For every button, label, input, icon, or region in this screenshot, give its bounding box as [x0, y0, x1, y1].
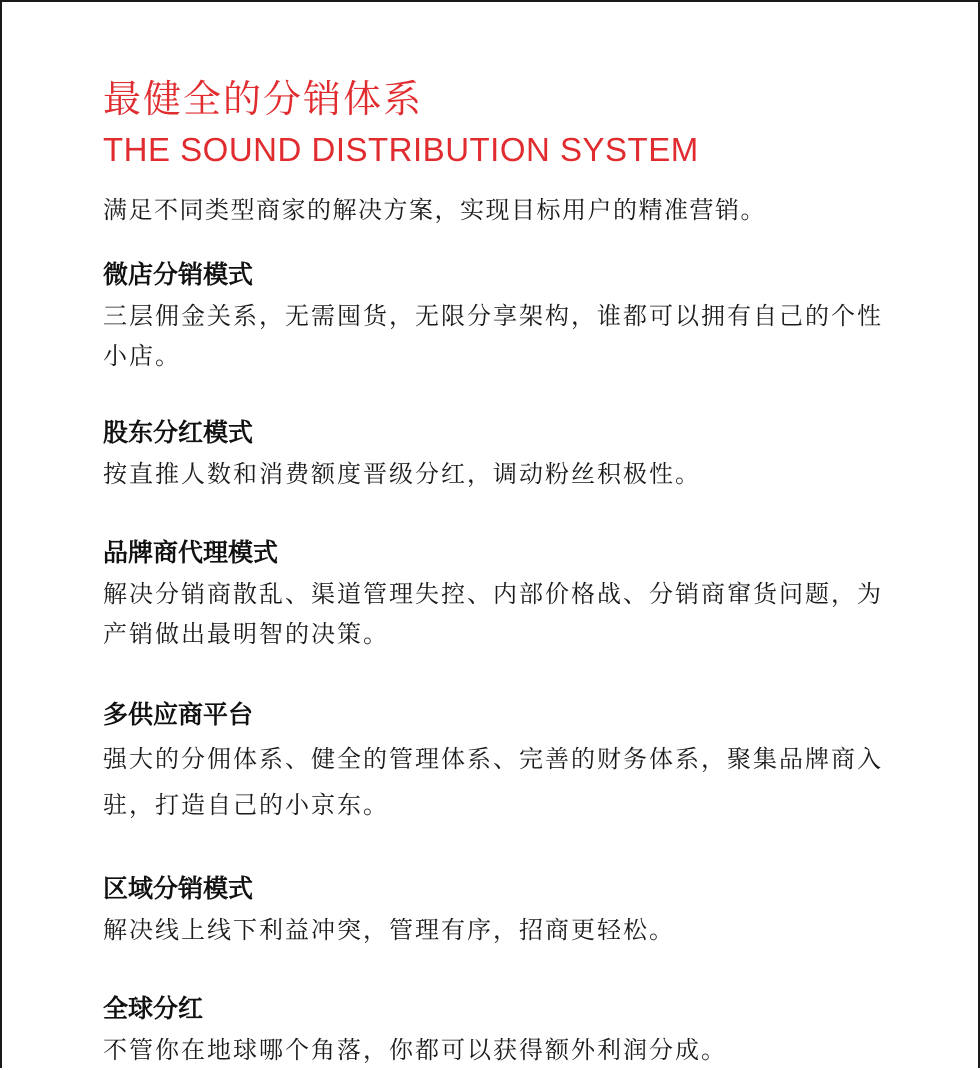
section-global-dividend: [103, 992, 918, 1070]
section-weidian: [103, 258, 918, 376]
section-body: 不管你在地球哪个角落，你都可以获得额外利润分成。: [103, 1036, 727, 1064]
section-brand-agent: [103, 536, 918, 654]
title-en: THE SOUND DISTRIBUTION SYSTEM: [103, 131, 699, 168]
section-body: 解决分销商散乱、渠道管理失控、内部价格战、分销商窜货问题，为产销做出最明智的决策。: [103, 580, 883, 648]
intro-text: 满足不同类型商家的解决方案，实现目标用户的精准营销。: [103, 196, 766, 224]
section-body: 按直推人数和消费额度晋级分红，调动粉丝积极性。: [103, 460, 701, 488]
section-regional: [103, 872, 918, 950]
section-body: 解决线上线下利益冲突，管理有序，招商更轻松。: [103, 916, 675, 944]
section-shareholder: [103, 416, 918, 494]
section-heading: 全球分红: [103, 994, 204, 1023]
section-heading: 品牌商代理模式: [103, 538, 279, 567]
section-heading: 微店分销模式: [103, 260, 254, 289]
title-cn: 最健全的分销体系: [103, 77, 424, 121]
section-heading: 区域分销模式: [103, 874, 254, 903]
section-heading: 股东分红模式: [103, 418, 254, 447]
section-body: 强大的分佣体系、健全的管理体系、完善的财务体系，聚集品牌商入驻，打造自己的小京东。: [103, 745, 883, 819]
section-multi-supplier: [103, 698, 918, 828]
section-heading: 多供应商平台: [103, 700, 254, 729]
section-body: 三层佣金关系，无需囤货，无限分享架构，谁都可以拥有自己的个性小店。: [103, 302, 883, 370]
